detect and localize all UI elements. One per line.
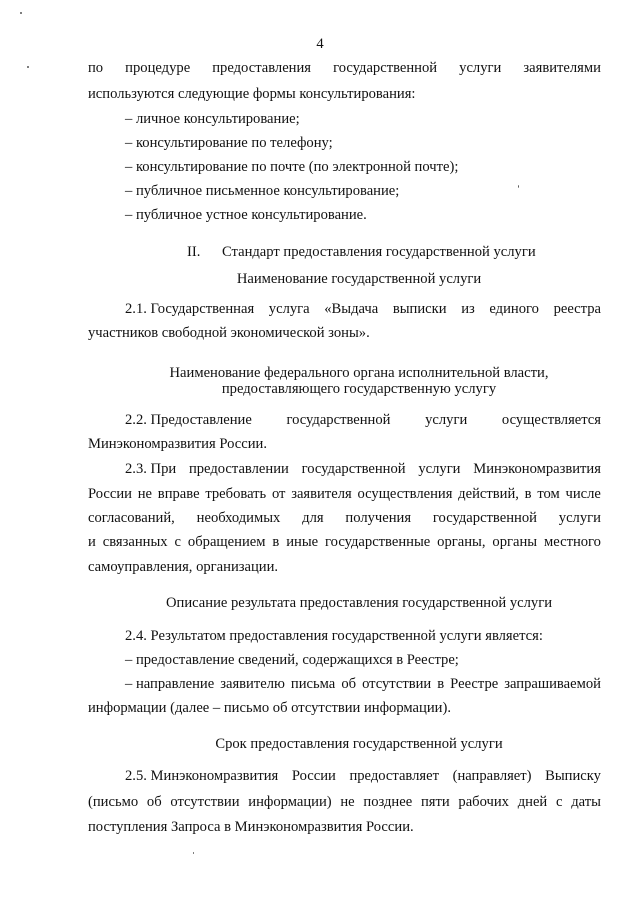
list-item: – публичное устное консультирование. bbox=[125, 207, 367, 223]
word: органы, bbox=[437, 534, 486, 550]
word: пяти bbox=[420, 794, 450, 810]
paragraph-2-4-line-1: 2.4. Результатом предоставления государственной услуги является: bbox=[125, 628, 543, 644]
list-item bbox=[125, 677, 601, 692]
word: государственной bbox=[301, 461, 406, 477]
word: не bbox=[340, 794, 355, 810]
word: осуществляется bbox=[501, 412, 601, 428]
list-item: – публичное письменное консультирование; bbox=[125, 183, 400, 199]
word: числе bbox=[565, 486, 601, 502]
list-item-continuation: информации (далее – письмо об отсутствии информации). bbox=[88, 700, 451, 716]
word: заявителя bbox=[291, 486, 352, 502]
word: для bbox=[302, 510, 324, 526]
paragraph-2-2-line-1 bbox=[125, 413, 601, 428]
paragraph-2-5-line-2 bbox=[88, 795, 601, 810]
heading-organ-line-2: предоставляющего государственную услугу bbox=[221, 381, 497, 397]
word: услуги bbox=[558, 510, 601, 526]
word: местного bbox=[544, 534, 601, 550]
word: услуга bbox=[268, 301, 310, 317]
word: об bbox=[146, 794, 162, 810]
word: позднее bbox=[363, 794, 413, 810]
list-item: – консультирование по телефону; bbox=[125, 135, 333, 151]
word: требовать bbox=[205, 486, 267, 502]
word: (направляет) bbox=[452, 768, 532, 784]
word: единого bbox=[489, 301, 539, 317]
word: 2.1. Государственная bbox=[125, 301, 255, 317]
paragraph-2-5-line-3: поступления Запроса в Минэкономразвития России. bbox=[88, 819, 414, 835]
word: заявителю bbox=[220, 676, 285, 692]
word: государственной bbox=[333, 60, 438, 76]
word: об bbox=[341, 676, 357, 692]
word: том bbox=[537, 486, 560, 502]
word: предоставлении bbox=[188, 461, 289, 477]
paragraph-2-3-line-4 bbox=[88, 535, 601, 550]
word: иные bbox=[286, 534, 319, 550]
word: отсутствии bbox=[170, 794, 240, 810]
word: государственные bbox=[325, 534, 431, 550]
word: необходимых bbox=[196, 510, 281, 526]
word: 2.5. Минэкономразвития bbox=[125, 768, 279, 784]
word: вправе bbox=[157, 486, 200, 502]
word: Реестре bbox=[450, 676, 499, 692]
intro-line-1 bbox=[88, 61, 601, 76]
paragraph-2-3-line-2 bbox=[88, 487, 601, 502]
word: дней bbox=[517, 794, 548, 810]
word: услуги bbox=[425, 412, 468, 428]
word: от bbox=[271, 486, 286, 502]
word: из bbox=[461, 301, 475, 317]
paragraph-2-3-line-1 bbox=[125, 462, 601, 477]
word: в bbox=[437, 676, 445, 692]
intro-line-2: используются следующие формы консультирования: bbox=[88, 86, 416, 102]
word: (письмо bbox=[88, 794, 139, 810]
word: получения bbox=[345, 510, 412, 526]
word: заявителями bbox=[523, 60, 601, 76]
list-item: – консультирование по почте (по электронной почте); bbox=[125, 159, 459, 175]
word: 2.3. При bbox=[125, 461, 177, 477]
scan-speck bbox=[20, 12, 22, 14]
word: не bbox=[137, 486, 153, 502]
word: с bbox=[555, 794, 563, 810]
section-title: Стандарт предоставления государственной услуги bbox=[222, 244, 536, 260]
word: по bbox=[88, 60, 104, 76]
paragraph-2-3-line-3 bbox=[88, 511, 601, 526]
section-number: II. bbox=[187, 244, 201, 260]
paragraph-2-2-line-2: Минэкономразвития России. bbox=[88, 436, 267, 452]
word: «Выдача bbox=[324, 301, 379, 317]
word: процедуре bbox=[125, 60, 191, 76]
word: рабочих bbox=[458, 794, 509, 810]
word: – направление bbox=[125, 676, 215, 692]
word: в bbox=[272, 534, 280, 550]
word: и bbox=[88, 534, 96, 550]
word: связанных bbox=[102, 534, 168, 550]
word: обращением bbox=[187, 534, 266, 550]
word: государственной bbox=[286, 412, 391, 428]
heading-result: Описание результата предоставления государственной услуги bbox=[165, 595, 553, 611]
word: услуги bbox=[418, 461, 461, 477]
heading-organ-line-1: Наименование федерального органа исполнительной власти, bbox=[169, 365, 549, 381]
word: 2.2. Предоставление bbox=[125, 412, 252, 428]
word: отсутствии bbox=[362, 676, 432, 692]
word: письма bbox=[290, 676, 336, 692]
word: информации) bbox=[248, 794, 332, 810]
word: Минэкономразвития bbox=[473, 461, 601, 477]
word: действий, bbox=[458, 486, 519, 502]
word: выписки bbox=[392, 301, 447, 317]
word: России bbox=[88, 486, 132, 502]
word: государственной bbox=[432, 510, 537, 526]
word: России bbox=[291, 768, 336, 784]
word: осуществления bbox=[357, 486, 453, 502]
scan-speck bbox=[27, 66, 29, 68]
scan-speck bbox=[193, 852, 194, 854]
paragraph-2-1-line-2: участников свободной экономической зоны». bbox=[88, 325, 370, 341]
word: даты bbox=[571, 794, 601, 810]
word: запрашиваемой bbox=[504, 676, 601, 692]
scan-speck bbox=[518, 185, 519, 188]
word: в bbox=[524, 486, 532, 502]
word: предоставляет bbox=[349, 768, 439, 784]
word: согласований, bbox=[88, 510, 175, 526]
paragraph-2-3-line-5: самоуправления, организации. bbox=[88, 559, 279, 575]
word: органы bbox=[492, 534, 538, 550]
list-item: – предоставление сведений, содержащихся в Реестре; bbox=[125, 652, 459, 668]
word: Выписку bbox=[545, 768, 601, 784]
page-number: 4 bbox=[316, 36, 324, 52]
list-item: – личное консультирование; bbox=[125, 111, 300, 127]
word: реестра bbox=[553, 301, 601, 317]
paragraph-2-5-line-1 bbox=[125, 769, 601, 784]
word: услуги bbox=[459, 60, 502, 76]
word: с bbox=[174, 534, 181, 550]
word: предоставления bbox=[212, 60, 312, 76]
heading-term: Срок предоставления государственной услуги bbox=[215, 736, 503, 752]
paragraph-2-1-line-1 bbox=[125, 302, 601, 317]
heading-service-name: Наименование государственной услуги bbox=[236, 271, 482, 287]
